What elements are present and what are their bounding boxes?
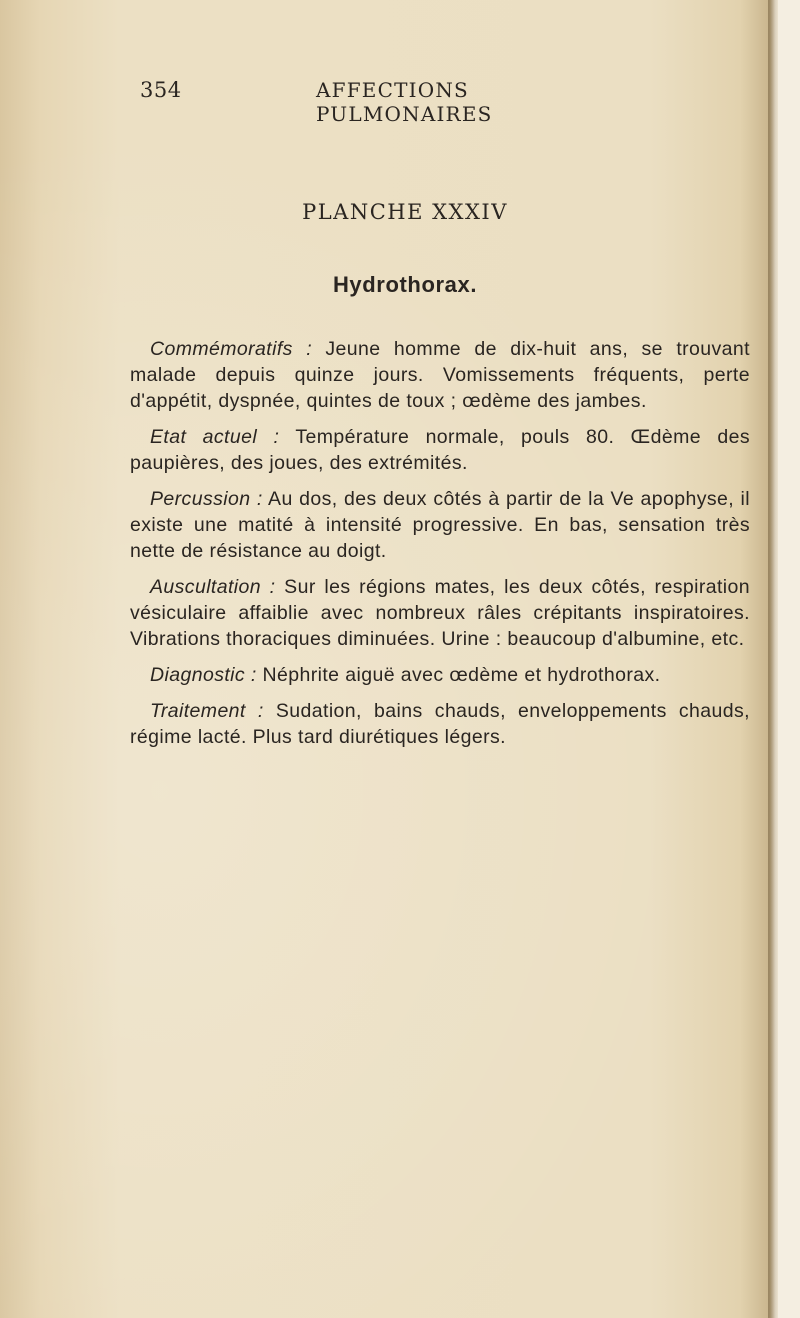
section-text: Température normale, pouls 80. Œdème des paupières, des joues, des extrémités.	[130, 426, 750, 474]
section-label: Commémoratifs :	[150, 338, 313, 360]
page-margin-edge	[778, 0, 800, 1318]
section-label: Diagnostic :	[150, 664, 257, 686]
paragraph-traitement	[130, 698, 750, 750]
section-label: Percussion :	[150, 488, 263, 510]
section-text: Sur les régions mates, les deux côtés, respiration vésiculaire affaiblie avec nombreux râles crépitants inspiratoires. Vibrations thoraciques diminuées. Urine : beaucoup d'albumine, etc.	[130, 576, 750, 650]
paragraph-diagnostic	[130, 662, 750, 688]
page-edge-shadow	[768, 0, 778, 1318]
case-description	[130, 336, 750, 760]
running-title: AFFECTIONS PULMONAIRES	[316, 78, 493, 126]
paragraph-commemoratifs	[130, 336, 750, 414]
page-number: 354	[140, 78, 182, 102]
paragraph-auscultation	[130, 574, 750, 652]
section-text: Néphrite aiguë avec œdème et hydrothorax.	[256, 664, 661, 686]
section-text: Au dos, des deux côtés à partir de la Ve apophyse, il existe une matité à intensité progressive. En bas, sensation très nette de résistance au doigt.	[130, 488, 750, 562]
subject-title: Hydrothorax.	[332, 272, 478, 297]
section-label: Traitement :	[150, 700, 264, 722]
running-head	[140, 78, 600, 126]
section-text: Sudation, bains chauds, enveloppements chauds, régime lacté. Plus tard diurétiques légers.	[130, 700, 750, 748]
section-label: Etat actuel :	[150, 426, 280, 448]
paragraph-percussion	[130, 486, 750, 564]
paragraph-etat-actuel	[130, 424, 750, 476]
plate-title: PLANCHE XXXIV	[302, 200, 508, 224]
section-text: Jeune homme de dix-huit ans, se trouvant malade depuis quinze jours. Vomissements fréquents, perte d'appétit, dyspnée, quintes de toux ; œdème des jambes.	[130, 338, 750, 412]
section-label: Auscultation :	[150, 576, 276, 598]
